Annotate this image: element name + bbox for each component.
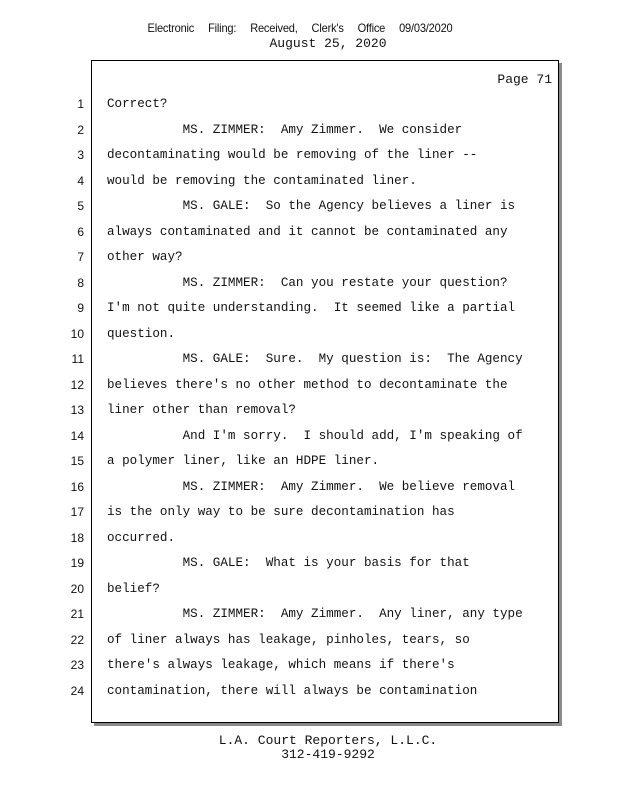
footer-phone: 312-419-9292 [281,747,375,762]
line-number: 18 [70,530,84,545]
line-number: 21 [70,607,84,621]
footer [0,734,618,762]
line-number: 6 [77,224,84,239]
line-number: 7 [77,250,84,264]
transcript-line: believes there's no other method to decontaminate the [107,377,508,392]
stamp-office: Office [357,21,386,35]
line-number: 12 [70,377,84,392]
line-number: 8 [77,275,84,290]
line-number: 20 [70,581,84,596]
transcript-line: MS. ZIMMER: Amy Zimmer. We believe removal [107,479,516,494]
line-number: 1 [77,97,84,111]
filing-stamp [24,21,576,35]
stamp-clerks: Clerk's [311,21,344,35]
line-number: 10 [70,326,84,341]
line-number: 5 [77,199,84,213]
transcript-line: And I'm sorry. I should add, I'm speaking of [107,428,523,443]
line-number: 3 [77,148,84,162]
stamp-received: Received, [250,21,298,35]
transcript-line: occurred. [107,530,176,545]
transcript-date: August 25, 2020 [269,36,387,51]
transcript-line: MS. ZIMMER: Amy Zimmer. Any liner, any type [107,607,523,621]
transcript-line: MS. ZIMMER: Amy Zimmer. We consider [107,122,463,137]
stamp-date: 09/03/2020 [399,21,453,35]
transcript-line: MS. GALE: Sure. My question is: The Agency [107,352,523,366]
transcript-line: MS. GALE: So the Agency believes a liner is [107,199,516,213]
line-number: 14 [70,428,84,443]
transcript-line: there's always leakage, which means if there's [107,658,455,672]
transcript-line: I'm not quite understanding. It seemed like a partial [107,301,516,315]
page-number: Page 71 [497,72,552,87]
line-number: 2 [77,122,84,137]
stamp-electronic: Electronic [147,21,195,35]
transcript-line: liner other than removal? [107,403,296,417]
line-number: 13 [70,403,84,417]
stamp-filing: Filing: [208,21,237,35]
line-number: 24 [70,683,84,698]
line-number: 16 [70,479,84,494]
line-number: 19 [70,556,84,570]
transcript-line: belief? [107,581,160,596]
transcript-line: question. [107,326,176,341]
transcript-line: always contaminated and it cannot be contaminated any [107,224,508,239]
transcript-line: of liner always has leakage, pinholes, tears, so [107,632,470,647]
footer-company: L.A. Court Reporters, L.L.C. [218,733,438,748]
line-number: 17 [70,505,84,519]
transcript-line: MS. ZIMMER: Can you restate your question? [107,275,508,290]
transcript-line: MS. GALE: What is your basis for that [107,556,470,570]
line-number: 23 [70,658,84,672]
transcript-line: Correct? [107,97,168,111]
line-number: 22 [70,632,84,647]
line-number: 4 [77,173,84,188]
transcript-line: is the only way to be sure decontamination has [107,505,455,519]
transcript-line: contamination, there will always be contamination [107,683,478,698]
line-number: 11 [71,352,84,366]
transcript-line: would be removing the contaminated liner. [107,173,417,188]
transcript-line: other way? [107,250,183,264]
line-number: 15 [70,454,84,468]
line-number: 9 [77,301,84,315]
transcript-line: a polymer liner, like an HDPE liner. [107,454,380,468]
transcript-line: decontaminating would be removing of the liner -- [107,148,478,162]
